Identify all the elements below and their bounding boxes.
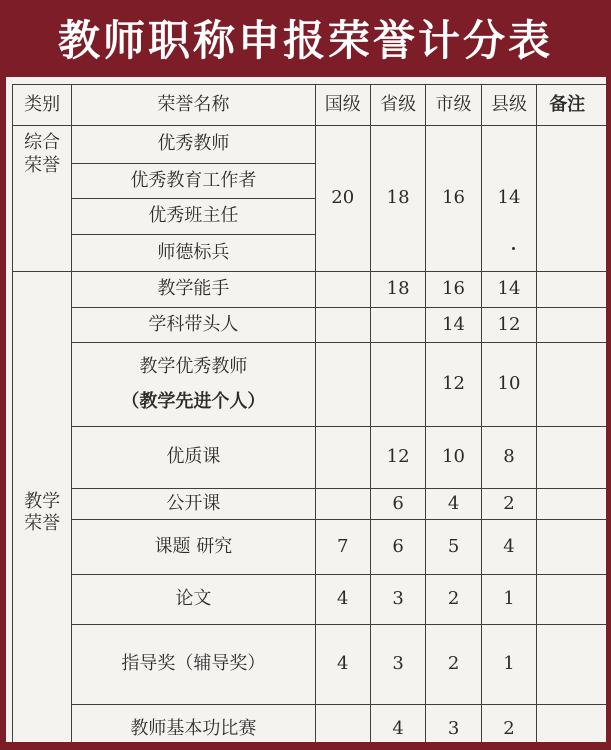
note-cell	[537, 272, 606, 308]
score-national: 7	[315, 520, 370, 575]
score-provincial: 18	[370, 272, 425, 308]
score-county: 4	[481, 520, 536, 575]
score-national	[315, 427, 370, 489]
title-banner	[0, 0, 611, 75]
score-provincial: 3	[370, 575, 425, 625]
table-row	[13, 575, 607, 625]
score-city: 5	[426, 520, 481, 575]
header-city: 市级	[426, 85, 481, 126]
score-county: 14	[481, 126, 536, 272]
score-provincial: 12	[370, 427, 425, 489]
honor-name: 教学优秀教师 （教学先进个人）	[72, 343, 315, 427]
score-national	[315, 308, 370, 343]
category-teaching: 教学 荣誉	[13, 272, 72, 743]
score-national: 20	[315, 126, 370, 272]
honor-name: 教学能手	[72, 272, 315, 308]
table-row	[13, 705, 607, 743]
score-city: 10	[426, 427, 481, 489]
note-cell	[537, 308, 606, 343]
note-cell	[537, 343, 606, 427]
scan-mark	[512, 247, 515, 250]
score-county: 12	[481, 308, 536, 343]
score-provincial	[370, 343, 425, 427]
score-county: 2	[481, 489, 536, 520]
score-national	[315, 705, 370, 743]
category-comprehensive: 综合 荣誉	[13, 126, 72, 272]
header-note: 备注	[537, 85, 606, 126]
score-city: 2	[426, 625, 481, 705]
note-cell	[537, 489, 606, 520]
score-national: 4	[315, 575, 370, 625]
note-cell	[537, 575, 606, 625]
table-row	[13, 489, 607, 520]
honor-name: 公开课	[72, 489, 315, 520]
note-cell	[537, 427, 606, 489]
honor-score-table	[12, 84, 606, 742]
score-provincial: 4	[370, 705, 425, 743]
score-city: 4	[426, 489, 481, 520]
score-county: 1	[481, 625, 536, 705]
score-provincial	[370, 308, 425, 343]
honor-name: 论文	[72, 575, 315, 625]
honor-name: 优秀班主任	[72, 199, 315, 235]
score-national	[315, 272, 370, 308]
note-cell	[537, 705, 606, 743]
header-county: 县级	[481, 85, 536, 126]
score-national: 4	[315, 625, 370, 705]
score-provincial: 3	[370, 625, 425, 705]
score-city: 16	[426, 126, 481, 272]
score-city: 3	[426, 705, 481, 743]
note-cell	[537, 126, 606, 272]
note-cell	[537, 625, 606, 705]
honor-name: 优质课	[72, 427, 315, 489]
table-row	[13, 625, 607, 705]
honor-name: 指导奖（辅导奖）	[72, 625, 315, 705]
score-sheet	[6, 77, 606, 742]
honor-name: 学科带头人	[72, 308, 315, 343]
table-row	[13, 520, 607, 575]
header-national: 国级	[315, 85, 370, 126]
table-row	[13, 308, 607, 343]
header-row	[13, 85, 607, 126]
page-title: 教师职称申报荣誉计分表	[57, 15, 553, 65]
note-cell	[537, 520, 606, 575]
score-county: 8	[481, 427, 536, 489]
honor-name: 教师基本功比赛	[72, 705, 315, 743]
score-county: 2	[481, 705, 536, 743]
header-provincial: 省级	[370, 85, 425, 126]
score-national	[315, 343, 370, 427]
score-provincial: 6	[370, 489, 425, 520]
header-category: 类别	[13, 85, 72, 126]
honor-name: 师德标兵	[72, 235, 315, 272]
score-city: 2	[426, 575, 481, 625]
score-county: 10	[481, 343, 536, 427]
honor-name: 优秀教师	[72, 126, 315, 164]
table-row	[13, 427, 607, 489]
score-national	[315, 489, 370, 520]
score-city: 16	[426, 272, 481, 308]
honor-name: 课题 研究	[72, 520, 315, 575]
score-provincial: 6	[370, 520, 425, 575]
table-row	[13, 343, 607, 427]
score-county: 14	[481, 272, 536, 308]
score-provincial: 18	[370, 126, 425, 272]
honor-name: 优秀教育工作者	[72, 164, 315, 199]
score-city: 14	[426, 308, 481, 343]
table-row	[13, 126, 607, 164]
score-city: 12	[426, 343, 481, 427]
table-row	[13, 272, 607, 308]
header-honor-name: 荣誉名称	[72, 85, 315, 126]
score-county: 1	[481, 575, 536, 625]
